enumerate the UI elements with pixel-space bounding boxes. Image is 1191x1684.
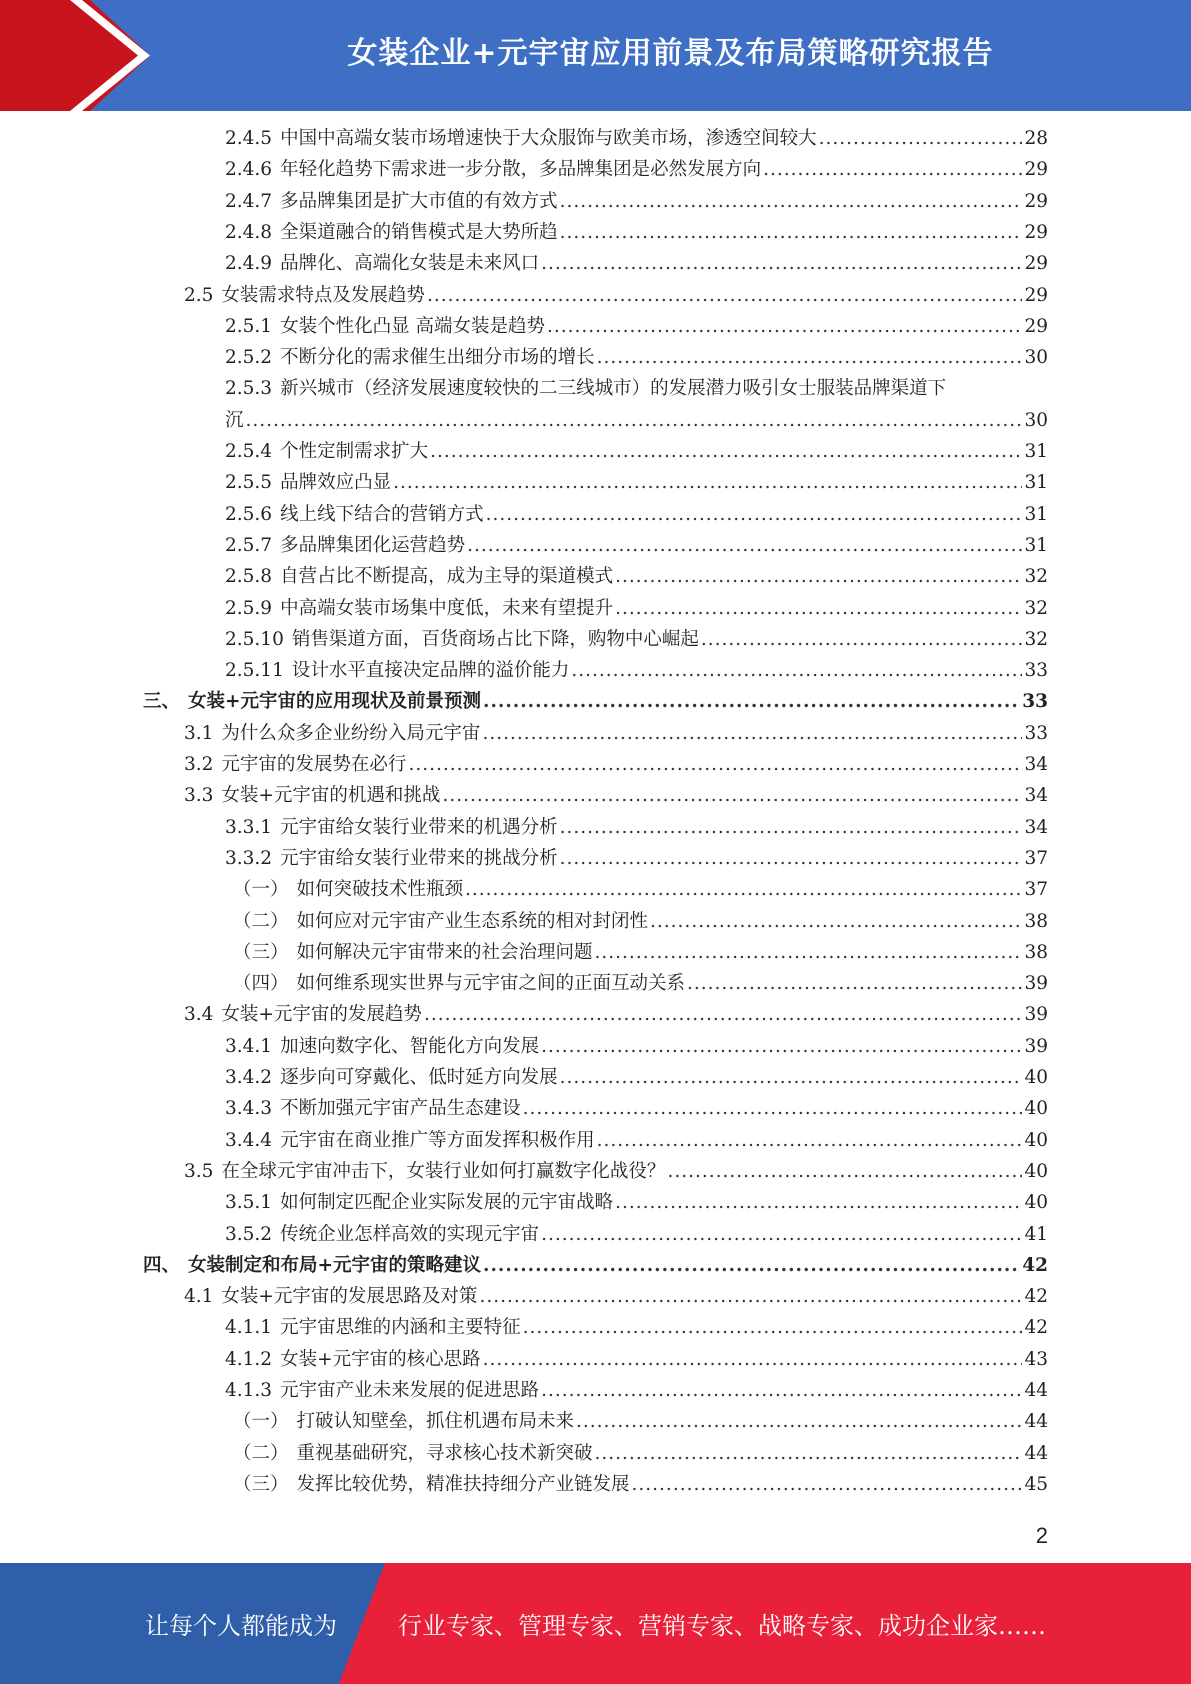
toc-entry-number: 2.5.9: [225, 597, 273, 619]
toc-entry-page: 40: [1024, 1192, 1048, 1214]
toc-entry[interactable]: [184, 753, 1048, 777]
toc-entry-title: 不断分化的需求催生出细分市场的增长: [280, 347, 595, 369]
toc-dot-leader: [701, 628, 1023, 652]
toc-entry-title: 如何制定匹配企业实际发展的元宇宙战略: [280, 1192, 614, 1214]
toc-entry-title: 元宇宙给女装行业带来的机遇分析: [280, 816, 558, 838]
toc-entry-page: 31: [1024, 472, 1048, 494]
toc-entry-page: 30: [1024, 409, 1048, 431]
toc-entry-number: 2.5.1: [225, 315, 273, 337]
toc-dot-leader: [560, 1066, 1023, 1090]
toc-entry-title: 新兴城市（经济发展速度较快的二三线城市）的发展潜力吸引女士服装品牌渠道下: [280, 378, 947, 400]
toc-entry-title: 发挥比较优势，精准扶持细分产业链发展: [296, 1473, 630, 1495]
toc-entry-page: 32: [1024, 628, 1048, 650]
toc-dot-leader: [615, 1191, 1022, 1215]
toc-entry-page: 42: [1022, 1254, 1048, 1276]
toc-entry-number: （三）: [233, 1473, 289, 1495]
toc-dot-leader: [442, 784, 1022, 808]
toc-entry-title: 如何突破技术性瓶颈: [296, 879, 464, 901]
toc-dot-leader: [560, 847, 1023, 871]
toc-entry[interactable]: [143, 690, 1048, 714]
toc-entry-page: 38: [1024, 910, 1048, 932]
toc-dot-leader: [595, 941, 1023, 965]
toc-entry-title: 自营占比不断提高，成为主导的渠道模式: [280, 566, 614, 588]
toc-dot-leader: [408, 753, 1022, 777]
toc-entry-title: 重视基础研究，寻求核心技术新突破: [296, 1442, 593, 1464]
toc-entry-number: （三）: [233, 941, 289, 963]
toc-entry-page: 31: [1024, 503, 1048, 525]
toc-entry[interactable]: [225, 315, 1048, 339]
toc-entry-page: 44: [1024, 1380, 1048, 1401]
toc-entry[interactable]: [225, 409, 1048, 433]
toc-entry[interactable]: [225, 1316, 1048, 1340]
toc-entry[interactable]: [225, 659, 1048, 683]
toc-entry-number: 3.5.2: [225, 1223, 273, 1245]
toc-dot-leader: [479, 1285, 1022, 1309]
toc-entry-title: 女装+元宇宙的应用现状及前景预测: [188, 691, 482, 713]
report-title: 女装企业+元宇宙应用前景及布局策略研究报告: [347, 36, 994, 71]
toc-entry-title: 在全球元宇宙冲击下，女装行业如何打赢数字化战役？: [221, 1160, 666, 1182]
toc-entry-number: 2.4.6: [225, 159, 273, 181]
toc-entry-title: 女装+元宇宙的机遇和挑战: [221, 785, 441, 807]
toc-entry-page: 29: [1024, 315, 1048, 337]
toc-entry-title: 线上线下结合的营销方式: [280, 503, 484, 525]
toc-dot-leader: [597, 1129, 1023, 1153]
toc-entry-page: 43: [1024, 1348, 1048, 1370]
header-red-arrow: [0, 0, 150, 111]
toc-entry-title: 逐步向可穿戴化、低时延方向发展: [280, 1067, 558, 1088]
toc-entry-page: 33: [1024, 660, 1048, 682]
toc-entry-number: 3.3.2: [225, 847, 273, 869]
toc-entry[interactable]: [225, 816, 1048, 840]
toc-entry-title: 多品牌集团是扩大市值的有效方式: [280, 190, 558, 212]
toc-entry-page: 40: [1024, 1160, 1048, 1182]
toc-entry-page: 31: [1024, 534, 1048, 556]
toc-dot-leader: [523, 1316, 1023, 1340]
toc-entry-number: （二）: [233, 1442, 289, 1464]
toc-entry-page: 37: [1024, 879, 1048, 901]
toc-entry-number: 2.5.11: [225, 660, 284, 682]
toc-entry-number: 3.4.1: [225, 1035, 273, 1057]
toc-entry[interactable]: [233, 972, 1048, 996]
toc-entry-title: 中国中高端女装市场增速快于大众服饰与欧美市场，渗透空间较大: [280, 128, 817, 149]
toc-entry-number: 2.5.7: [225, 534, 273, 556]
toc-entry-page: 45: [1024, 1473, 1048, 1495]
toc-entry-page: 29: [1024, 221, 1048, 243]
toc-entry-page: 33: [1022, 691, 1048, 713]
toc-entry[interactable]: [225, 1129, 1048, 1153]
toc-entry-number: 2.4.9: [225, 253, 273, 275]
toc-entry[interactable]: [225, 1191, 1048, 1215]
toc-entry-page: 32: [1024, 566, 1048, 588]
toc-entry[interactable]: [225, 847, 1048, 871]
toc-dot-leader: [595, 1442, 1023, 1466]
toc-dot-leader: [541, 252, 1022, 276]
toc-entry-page: 34: [1024, 785, 1048, 807]
toc-entry-number: （一）: [233, 1411, 289, 1433]
toc-entry[interactable]: [184, 1160, 1048, 1184]
toc-entry[interactable]: [184, 284, 1048, 308]
toc-entry[interactable]: [225, 346, 1048, 370]
toc-entry-number: 3.5: [184, 1160, 214, 1182]
toc-entry-title: 全渠道融合的销售模式是大势所趋: [280, 221, 558, 243]
toc-entry-number: 4.1.3: [225, 1380, 273, 1401]
toc-entry-title: 女装需求特点及发展趋势: [221, 284, 425, 306]
toc-entry-title: 如何维系现实世界与元宇宙之间的正面互动关系: [296, 973, 686, 995]
toc-dot-leader: [819, 127, 1023, 151]
toc-entry-number: （一）: [233, 879, 289, 901]
toc-entry-number: 2.4.7: [225, 190, 273, 212]
toc-entry-page: 39: [1024, 1035, 1048, 1057]
toc-entry-page: 29: [1024, 159, 1048, 181]
toc-dot-leader: [483, 1254, 1020, 1278]
toc-entry-title: 年轻化趋势下需求进一步分散，多品牌集团是必然发展方向: [280, 159, 762, 181]
toc-dot-leader: [615, 565, 1022, 589]
toc-entry-page: 31: [1024, 441, 1048, 462]
toc-entry-title: 元宇宙产业未来发展的促进思路: [280, 1380, 540, 1401]
toc-entry[interactable]: [225, 565, 1048, 589]
toc-entry-page: 44: [1024, 1411, 1048, 1433]
toc-entry-title: 传统企业怎样高效的实现元宇宙: [280, 1223, 540, 1245]
toc-entry-title: 销售渠道方面，百货商场占比下降，购物中心崛起: [291, 628, 699, 650]
toc-entry-number: 3.5.1: [225, 1192, 273, 1214]
toc-entry-title: 中高端女装市场集中度低，未来有望提升: [280, 597, 614, 619]
toc-entry-number: 2.5.10: [225, 628, 284, 650]
toc-entry-title: 女装个性化凸显 高端女装是趋势: [280, 315, 545, 337]
toc-entry-number: 3.4: [184, 1004, 214, 1026]
toc-dot-leader: [650, 910, 1022, 934]
toc-entry-number: 2.5.8: [225, 566, 273, 588]
toc-dot-leader: [467, 534, 1022, 558]
toc-entry-title: 品牌化、高端化女装是未来风口: [280, 253, 540, 275]
toc-dot-leader: [246, 409, 1023, 433]
toc-dot-leader: [597, 346, 1023, 370]
toc-dot-leader: [667, 1160, 1022, 1184]
toc-dot-leader: [541, 1035, 1022, 1059]
toc-entry-number: 2.5.2: [225, 347, 273, 369]
toc-dot-leader: [424, 1003, 1023, 1027]
toc-entry[interactable]: [225, 534, 1048, 558]
toc-entry[interactable]: [225, 1066, 1048, 1090]
toc-entry-title: 元宇宙的发展势在必行: [221, 754, 407, 775]
toc-entry-page: 41: [1024, 1223, 1048, 1245]
toc-entry-page: 32: [1024, 597, 1048, 619]
toc-entry-number: 3.4.4: [225, 1129, 273, 1151]
toc-entry-title: 如何解决元宇宙带来的社会治理问题: [296, 941, 593, 963]
toc-entry[interactable]: [225, 1223, 1048, 1247]
toc-entry-title: 设计水平直接决定品牌的溢价能力: [291, 660, 570, 682]
toc-entry-title: 打破认知壁垒，抓住机遇布局未来: [296, 1411, 575, 1433]
toc-entry-title: 个性定制需求扩大: [280, 441, 429, 462]
toc-entry[interactable]: [225, 1348, 1048, 1372]
footer-slogan-left: 让每个人都能成为: [145, 1612, 337, 1640]
toc-entry-number: 4.1.2: [225, 1348, 273, 1370]
toc-entry-title: 元宇宙在商业推广等方面发挥积极作用: [280, 1129, 595, 1151]
toc-entry-title: 女装制定和布局+元宇宙的策略建议: [188, 1254, 482, 1276]
toc-entry-title: 女装+元宇宙的核心思路: [280, 1348, 481, 1370]
toc-entry[interactable]: [225, 158, 1048, 182]
toc-entry-number: 2.4.5: [225, 128, 273, 149]
toc-entry-page: 42: [1024, 1317, 1048, 1339]
toc-entry-page: 33: [1024, 722, 1048, 744]
toc-dot-leader: [687, 972, 1022, 996]
toc-entry-title: 女装+元宇宙的发展思路及对策: [221, 1286, 478, 1308]
toc-entry-title: 元宇宙思维的内涵和主要特征: [280, 1317, 521, 1339]
toc-entry-number: 四、: [143, 1254, 181, 1276]
toc-entry-number: 4.1: [184, 1286, 214, 1308]
toc-dot-leader: [483, 1348, 1023, 1372]
toc-dot-leader: [465, 878, 1022, 902]
toc-dot-leader: [560, 816, 1023, 840]
toc-entry[interactable]: [225, 440, 1048, 464]
toc-entry-number: 2.5.6: [225, 503, 273, 525]
toc-entry-page: 40: [1024, 1098, 1048, 1120]
toc-entry-number: 2.4.8: [225, 221, 273, 243]
toc-entry-title: 不断加强元宇宙产品生态建设: [280, 1098, 521, 1120]
toc-dot-leader: [576, 1410, 1022, 1434]
toc-entry[interactable]: [184, 1003, 1048, 1027]
toc-dot-leader: [632, 1473, 1023, 1497]
toc-entry[interactable]: [225, 127, 1048, 151]
toc-dot-leader: [571, 659, 1022, 683]
toc-dot-leader: [430, 440, 1022, 464]
toc-entry-number: 3.1: [184, 722, 214, 744]
toc-dot-leader: [560, 190, 1023, 214]
toc-entry-page: 39: [1024, 973, 1048, 995]
toc-entry-page: 39: [1024, 1004, 1048, 1026]
toc-entry[interactable]: [233, 910, 1048, 934]
toc-dot-leader: [486, 503, 1023, 527]
toc-entry[interactable]: [225, 597, 1048, 621]
toc-entry-number: （二）: [233, 910, 289, 932]
toc-entry-title: 为什么众多企业纷纷入局元宇宙: [221, 722, 481, 744]
toc-dot-leader: [393, 471, 1022, 495]
toc-dot-leader: [541, 1223, 1022, 1247]
toc-entry[interactable]: [233, 1410, 1048, 1434]
toc-entry[interactable]: [184, 784, 1048, 808]
toc-entry-title: 如何应对元宇宙产业生态系统的相对封闭性: [296, 910, 649, 932]
toc-entry[interactable]: [233, 941, 1048, 965]
toc-entry-title: 元宇宙给女装行业带来的挑战分析: [280, 847, 558, 869]
toc-dot-leader: [615, 597, 1022, 621]
toc-dot-leader: [547, 315, 1022, 339]
toc-entry[interactable]: [225, 503, 1048, 527]
toc-entry-page: 44: [1024, 1442, 1048, 1464]
toc-entry-number: 3.3.1: [225, 816, 273, 838]
toc-dot-leader: [541, 1379, 1022, 1403]
toc-entry-number: 2.5: [184, 284, 214, 306]
toc-entry-number: 3.4.2: [225, 1067, 273, 1088]
toc-entry-page: 34: [1024, 754, 1048, 775]
toc-entry-number: 3.2: [184, 754, 214, 775]
toc-entry[interactable]: [225, 377, 1048, 401]
toc-entry[interactable]: [233, 878, 1048, 902]
toc-entry-page: 29: [1024, 284, 1048, 306]
toc-entry[interactable]: [225, 471, 1048, 495]
toc-entry-number: 3.4.3: [225, 1098, 273, 1120]
toc-entry[interactable]: [233, 1473, 1048, 1497]
toc-entry-page: 29: [1024, 253, 1048, 275]
toc-entry-page: 28: [1024, 128, 1048, 149]
toc-entry-page: 29: [1024, 190, 1048, 212]
toc-entry[interactable]: [225, 1379, 1048, 1403]
toc-entry-title: 加速向数字化、智能化方向发展: [280, 1035, 540, 1057]
toc-entry[interactable]: [225, 628, 1048, 652]
toc-entry-page: 42: [1024, 1286, 1048, 1308]
page-footer: [0, 1563, 1191, 1684]
toc-dot-leader: [560, 221, 1023, 245]
footer-slogan-right: 行业专家、管理专家、营销专家、战略专家、成功企业家……: [398, 1612, 1046, 1640]
toc-entry[interactable]: [143, 1254, 1048, 1278]
toc-entry-title: 女装+元宇宙的发展趋势: [221, 1004, 422, 1026]
toc-entry[interactable]: [225, 1035, 1048, 1059]
toc-entry-page: 40: [1024, 1067, 1048, 1088]
toc-dot-leader: [763, 158, 1022, 182]
toc-entry[interactable]: [184, 722, 1048, 746]
page-header: [0, 0, 1191, 111]
toc-entry-page: 38: [1024, 941, 1048, 963]
toc-entry[interactable]: [225, 190, 1048, 214]
toc-entry-page: 34: [1024, 816, 1048, 838]
toc-entry-title: 多品牌集团化运营趋势: [280, 534, 466, 556]
toc-entry-page: 30: [1024, 347, 1048, 369]
toc-entry-number: 2.5.4: [225, 441, 273, 462]
toc-entry[interactable]: [225, 221, 1048, 245]
toc-dot-leader: [427, 284, 1023, 308]
toc-entry-number: 3.3: [184, 785, 214, 807]
toc-entry-number: 2.5.5: [225, 472, 273, 494]
toc-dot-leader: [523, 1097, 1023, 1121]
toc-entry-page: 37: [1024, 847, 1048, 869]
toc-entry[interactable]: [225, 252, 1048, 276]
toc-entry-title: 品牌效应凸显: [280, 472, 392, 494]
toc-entry[interactable]: [184, 1285, 1048, 1309]
toc-entry-number: （四）: [233, 973, 289, 995]
toc-entry[interactable]: [233, 1442, 1048, 1466]
toc-entry-number: 4.1.1: [225, 1317, 273, 1339]
toc-entry-page: 40: [1024, 1129, 1048, 1151]
toc-entry-number: 三、: [143, 691, 181, 713]
page-number: 2: [1035, 1523, 1048, 1548]
toc-entry-number: 2.5.3: [225, 378, 273, 400]
toc-entry-title: 沉: [225, 409, 244, 431]
toc-entry[interactable]: [225, 1097, 1048, 1121]
toc-dot-leader: [483, 690, 1020, 714]
toc-dot-leader: [482, 722, 1022, 746]
